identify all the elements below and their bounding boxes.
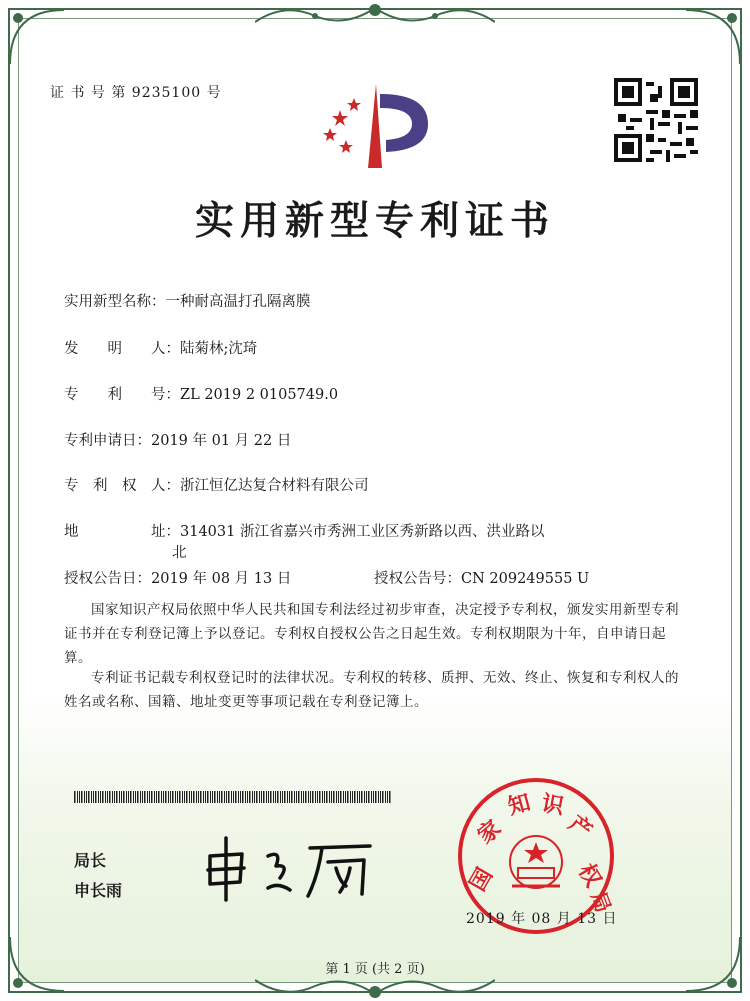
field-label: 实用新型名称： bbox=[64, 294, 166, 310]
svg-text:权: 权 bbox=[572, 859, 606, 892]
director-title: 局长 bbox=[74, 851, 107, 870]
field-label: 授权公告日： bbox=[64, 571, 151, 587]
field-value: ZL 2019 2 0105749.0 bbox=[180, 387, 339, 403]
field-value: CN 209249555 U bbox=[461, 571, 590, 587]
top-ornament-icon bbox=[255, 2, 495, 28]
field-label: 专 利 权 人： bbox=[64, 478, 180, 494]
svg-text:国: 国 bbox=[465, 864, 499, 896]
field-label: 发 明 人： bbox=[64, 341, 180, 357]
field-address-continued bbox=[172, 541, 187, 562]
field-application-date bbox=[64, 429, 291, 450]
field-value: 2019 年 08 月 13 日 bbox=[151, 571, 292, 587]
page-number: 第 1 页 (共 2 页) bbox=[325, 962, 425, 977]
field-grant-number bbox=[374, 567, 589, 588]
field-value: 北 bbox=[172, 545, 187, 561]
qr-code-icon bbox=[614, 78, 698, 162]
svg-text:知: 知 bbox=[505, 790, 534, 821]
field-value: 一种耐高温打孔隔离膜 bbox=[165, 294, 311, 310]
field-patentee bbox=[64, 474, 369, 495]
field-label: 授权公告号： bbox=[374, 571, 461, 587]
field-label: 专利申请日： bbox=[64, 433, 151, 449]
certificate-title: 实用新型专利证书 bbox=[194, 198, 555, 244]
field-value: 2019 年 01 月 22 日 bbox=[151, 433, 292, 449]
certificate-number: 证 书 号 第 9235100 号 bbox=[50, 85, 222, 101]
field-inventor bbox=[64, 337, 257, 358]
body-paragraph: 国家知识产权局依照中华人民共和国专利法经过初步审查，决定授予专利权，颁发实用新型专利证书并在专利登记簿上予以登记。专利权自授权公告之日起生效。专利权期限为十年，自申请日起算。 bbox=[64, 602, 679, 666]
field-address bbox=[64, 520, 544, 541]
svg-text:识: 识 bbox=[539, 791, 566, 820]
field-value: 陆菊林;沈琦 bbox=[180, 341, 258, 357]
handwritten-signature bbox=[198, 826, 378, 906]
seal-date: 2019 年 08 月 13 日 bbox=[466, 911, 618, 927]
svg-text:产: 产 bbox=[563, 811, 597, 845]
svg-text:局: 局 bbox=[586, 888, 616, 916]
field-patent-number bbox=[64, 383, 338, 404]
field-label: 专 利 号： bbox=[64, 387, 180, 403]
bottom-ornament-icon bbox=[255, 974, 495, 1000]
barcode-icon bbox=[74, 791, 392, 803]
field-utility-model-name bbox=[64, 290, 311, 311]
field-value: 314031 浙江省嘉兴市秀洲工业区秀新路以西、洪业路以 bbox=[180, 524, 545, 540]
field-grant-date bbox=[64, 567, 291, 588]
field-value: 浙江恒亿达复合材料有限公司 bbox=[180, 478, 369, 494]
director-name: 申长雨 bbox=[74, 881, 123, 900]
field-label: 地 址： bbox=[64, 524, 180, 540]
svg-text:家: 家 bbox=[473, 815, 507, 850]
corner-ornament-icon bbox=[676, 4, 746, 74]
corner-ornament-icon bbox=[4, 4, 74, 74]
patent-office-logo-icon bbox=[316, 80, 436, 172]
body-paragraph: 专利证书记载专利权登记时的法律状况。专利权的转移、质押、无效、终止、恢复和专利权人的姓名或名称、国籍、地址变更等事项记载在专利登记簿上。 bbox=[64, 670, 679, 710]
